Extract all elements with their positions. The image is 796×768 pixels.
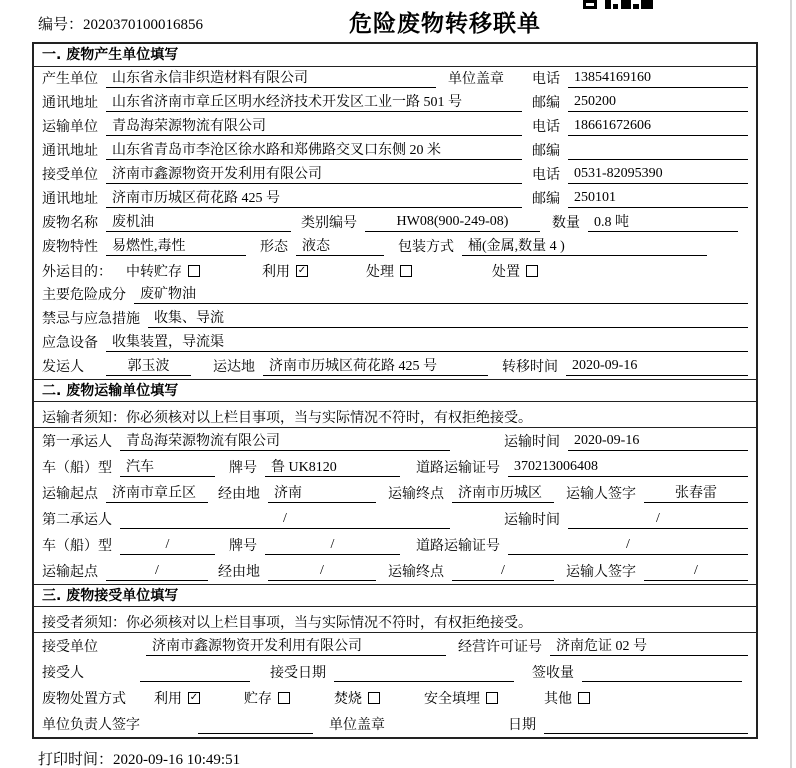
business-license-value: 济南危证 02 号 bbox=[550, 635, 748, 656]
main-hazard-label: 主要危险成分 bbox=[42, 288, 126, 303]
checkbox-icon bbox=[400, 265, 412, 277]
via-label: 经由地 bbox=[218, 565, 260, 580]
row-main-hazard bbox=[34, 283, 756, 307]
unit-seal-label: 单位盖章 bbox=[329, 718, 385, 733]
disposal-incinerate bbox=[334, 688, 380, 708]
date-label: 日期 bbox=[508, 718, 536, 733]
section1-body bbox=[34, 67, 756, 379]
page-right-edge bbox=[790, 0, 792, 768]
accept-date-label: 接受日期 bbox=[270, 666, 326, 681]
section2-body bbox=[34, 402, 756, 584]
checkbox-icon bbox=[368, 692, 380, 704]
origin-label: 运输起点 bbox=[42, 487, 98, 502]
row-waste-property bbox=[34, 235, 756, 259]
producer-unit-value: 山东省永信非织造材料有限公司 bbox=[106, 67, 436, 88]
postcode-value: 250101 bbox=[568, 190, 748, 208]
vehicle-type-value: 汽车 bbox=[120, 456, 215, 477]
transport-address-value: 山东省青岛市李沧区徐水路和郑佛路交叉口东侧 20 米 bbox=[106, 139, 522, 160]
carrier-signature-value: 张春雷 bbox=[644, 482, 748, 503]
receiver-unit-value: 济南市鑫源物资开发利用有限公司 bbox=[106, 163, 522, 184]
document-number-label: 编号： bbox=[38, 17, 84, 33]
responsible-signature-value bbox=[198, 716, 313, 734]
transport-date-value: / bbox=[568, 511, 748, 529]
print-time-label: 打印时间： bbox=[38, 752, 114, 768]
qr-code-fragment-icon bbox=[583, 0, 655, 10]
section1-header: 一. 废物产生单位填写 bbox=[34, 44, 756, 67]
row-receiver-address bbox=[34, 187, 756, 211]
vehicle-type-label: 车（船）型 bbox=[42, 539, 112, 554]
disposal-storage bbox=[244, 688, 290, 708]
category-code-label: 类别编号 bbox=[301, 216, 357, 231]
waste-property-value: 易燃性,毒性 bbox=[106, 235, 246, 256]
receiver-address-label: 通讯地址 bbox=[42, 192, 98, 207]
carrier-signature-label: 运输人签字 bbox=[566, 487, 636, 502]
receiver-notice: 接受者须知：你必须核对以上栏目事项，当与实际情况不符时，有权拒绝接受。 bbox=[34, 607, 756, 633]
phone-label: 电话 bbox=[532, 120, 560, 135]
checkbox-label: 处置 bbox=[492, 265, 520, 280]
purpose-utilize bbox=[262, 261, 308, 281]
section3-header: 三. 废物接受单位填写 bbox=[34, 584, 756, 607]
purpose-dispose bbox=[492, 261, 538, 281]
emergency-measures-value: 收集、导流 bbox=[148, 307, 748, 328]
checkbox-label: 中转贮存 bbox=[126, 265, 182, 280]
manifest-form bbox=[32, 42, 758, 739]
phone-value: 18661672606 bbox=[568, 118, 748, 136]
vehicle-type-value: / bbox=[120, 537, 215, 555]
transport-date-label: 运输时间 bbox=[504, 513, 560, 528]
plate-number-label: 牌号 bbox=[229, 539, 257, 554]
row-second-carrier bbox=[34, 506, 756, 532]
plate-number-value: 鲁 UK8120 bbox=[265, 456, 400, 477]
row-transfer-purpose bbox=[34, 259, 756, 283]
postcode-label: 邮编 bbox=[532, 144, 560, 159]
print-time bbox=[38, 748, 240, 768]
checkbox-label: 其他 bbox=[544, 692, 572, 707]
postcode-label: 邮编 bbox=[532, 96, 560, 111]
receiver-address-value: 济南市历城区荷花路 425 号 bbox=[106, 187, 522, 208]
document-number bbox=[38, 13, 203, 34]
row-vehicle-type-1 bbox=[34, 454, 756, 480]
row-consignor bbox=[34, 355, 756, 379]
form-state-label: 形态 bbox=[260, 240, 288, 255]
document-number-value: 2020370100016856 bbox=[83, 17, 204, 33]
disposal-landfill bbox=[424, 688, 498, 708]
row-producer-unit bbox=[34, 67, 756, 91]
section3-body bbox=[34, 607, 756, 737]
waste-name-label: 废物名称 bbox=[42, 216, 98, 231]
packing-value: 桶(金属,数量 4 ) bbox=[462, 235, 707, 256]
road-permit-label: 道路运输证号 bbox=[416, 539, 500, 554]
checkbox-checked-icon: ✓ bbox=[297, 265, 307, 276]
received-amount-value bbox=[582, 664, 742, 682]
unit-seal-label: 单位盖章 bbox=[448, 72, 504, 87]
via-label: 经由地 bbox=[218, 487, 260, 502]
checkbox-label: 焚烧 bbox=[334, 692, 362, 707]
plate-number-label: 牌号 bbox=[229, 461, 257, 476]
first-carrier-value: 青岛海荣源物流有限公司 bbox=[120, 430, 450, 451]
terminus-value: 济南市历城区 bbox=[452, 482, 554, 503]
postcode-label: 邮编 bbox=[532, 192, 560, 207]
quantity-label: 数量 bbox=[552, 216, 580, 231]
emergency-equipment-label: 应急设备 bbox=[42, 336, 98, 351]
row-transport-route-2 bbox=[34, 558, 756, 584]
phone-label: 电话 bbox=[532, 168, 560, 183]
business-license-label: 经营许可证号 bbox=[458, 640, 542, 655]
purpose-transit-storage bbox=[126, 261, 200, 281]
plate-number-value: / bbox=[265, 537, 400, 555]
consignor-label: 发运人 bbox=[42, 360, 84, 375]
row-first-carrier bbox=[34, 428, 756, 454]
accept-date-value bbox=[334, 664, 514, 682]
checkbox-icon bbox=[188, 265, 200, 277]
purpose-treat bbox=[366, 261, 412, 281]
postcode-value bbox=[568, 142, 748, 160]
packing-label: 包装方式 bbox=[398, 240, 454, 255]
phone-label: 电话 bbox=[532, 72, 560, 87]
checkbox-icon bbox=[278, 692, 290, 704]
row-transport-unit bbox=[34, 115, 756, 139]
producer-address-value: 山东省济南市章丘区明水经济技术开发区工业一路 501 号 bbox=[106, 91, 522, 112]
main-hazard-value: 废矿物油 bbox=[134, 283, 748, 304]
carrier-signature-label: 运输人签字 bbox=[566, 565, 636, 580]
transfer-date-value: 2020-09-16 bbox=[566, 358, 748, 376]
category-code-value: HW08(900-249-08) bbox=[365, 214, 540, 232]
via-value: / bbox=[268, 563, 376, 581]
terminus-value: / bbox=[452, 563, 554, 581]
consignor-value: 郭玉波 bbox=[106, 355, 191, 376]
row-accept-unit bbox=[34, 633, 756, 659]
accept-person-value bbox=[140, 664, 250, 682]
road-permit-value: / bbox=[508, 537, 748, 555]
transport-address-label: 通讯地址 bbox=[42, 144, 98, 159]
checkbox-icon bbox=[578, 692, 590, 704]
waste-property-label: 废物特性 bbox=[42, 240, 98, 255]
origin-value: / bbox=[106, 563, 208, 581]
via-value: 济南 bbox=[268, 482, 376, 503]
accept-unit-value: 济南市鑫源物资开发利用有限公司 bbox=[146, 635, 446, 656]
phone-value: 13854169160 bbox=[568, 70, 748, 88]
quantity-value: 0.8 吨 bbox=[588, 211, 738, 232]
disposal-other bbox=[544, 688, 590, 708]
row-producer-address bbox=[34, 91, 756, 115]
terminus-label: 运输终点 bbox=[388, 487, 444, 502]
disposal-utilize bbox=[154, 688, 200, 708]
road-permit-label: 道路运输证号 bbox=[416, 461, 500, 476]
transporter-notice: 运输者须知：你必须核对以上栏目事项，当与实际情况不符时，有权拒绝接受。 bbox=[34, 402, 756, 428]
postcode-value: 250200 bbox=[568, 94, 748, 112]
responsible-signature-label: 单位负责人签字 bbox=[42, 718, 140, 733]
row-emergency-measures bbox=[34, 307, 756, 331]
checkbox-label: 利用 bbox=[262, 265, 290, 280]
producer-address-label: 通讯地址 bbox=[42, 96, 98, 111]
transport-unit-label: 运输单位 bbox=[42, 120, 98, 135]
row-transport-address bbox=[34, 139, 756, 163]
row-emergency-equipment bbox=[34, 331, 756, 355]
vehicle-type-label: 车（船）型 bbox=[42, 461, 112, 476]
receiver-unit-label: 接受单位 bbox=[42, 168, 98, 183]
carrier-signature-value: / bbox=[644, 563, 748, 581]
second-carrier-value: / bbox=[120, 511, 450, 529]
origin-label: 运输起点 bbox=[42, 565, 98, 580]
destination-label: 运达地 bbox=[213, 360, 255, 375]
received-amount-label: 签收量 bbox=[532, 666, 574, 681]
disposal-method-label: 废物处置方式 bbox=[42, 692, 126, 707]
checkbox-label: 利用 bbox=[154, 692, 182, 707]
checkbox-label: 贮存 bbox=[244, 692, 272, 707]
date-value bbox=[544, 716, 748, 734]
emergency-measures-label: 禁忌与应急措施 bbox=[42, 312, 140, 327]
row-vehicle-type-2 bbox=[34, 532, 756, 558]
accept-unit-label: 接受单位 bbox=[42, 640, 98, 655]
transfer-date-label: 转移时间 bbox=[502, 360, 558, 375]
road-permit-value: 370213006408 bbox=[508, 459, 748, 477]
form-state-value: 液态 bbox=[296, 235, 384, 256]
section2-header: 二. 废物运输单位填写 bbox=[34, 379, 756, 402]
terminus-label: 运输终点 bbox=[388, 565, 444, 580]
transfer-purpose-label: 外运目的： bbox=[42, 265, 112, 280]
destination-value: 济南市历城区荷花路 425 号 bbox=[263, 355, 488, 376]
phone-value: 0531-82095390 bbox=[568, 166, 748, 184]
waste-name-value: 废机油 bbox=[106, 211, 291, 232]
row-accept-person bbox=[34, 659, 756, 685]
emergency-equipment-value: 收集装置，导流渠 bbox=[106, 331, 748, 352]
first-carrier-label: 第一承运人 bbox=[42, 435, 112, 450]
transport-date-label: 运输时间 bbox=[504, 435, 560, 450]
row-responsible-signature bbox=[34, 711, 756, 737]
row-disposal-method bbox=[34, 685, 756, 711]
row-receiver-unit bbox=[34, 163, 756, 187]
transport-date-value: 2020-09-16 bbox=[568, 433, 748, 451]
print-time-value: 2020-09-16 10:49:51 bbox=[113, 752, 241, 768]
checkbox-checked-icon: ✓ bbox=[189, 692, 199, 703]
origin-value: 济南市章丘区 bbox=[106, 482, 208, 503]
checkbox-label: 安全填埋 bbox=[424, 692, 480, 707]
row-transport-route-1 bbox=[34, 480, 756, 506]
producer-unit-label: 产生单位 bbox=[42, 72, 98, 87]
transport-unit-value: 青岛海荣源物流有限公司 bbox=[106, 115, 522, 136]
row-waste-name bbox=[34, 211, 756, 235]
checkbox-icon bbox=[526, 265, 538, 277]
checkbox-icon bbox=[486, 692, 498, 704]
accept-person-label: 接受人 bbox=[42, 666, 84, 681]
page-title: 危险废物转移联单 bbox=[349, 11, 541, 37]
second-carrier-label: 第二承运人 bbox=[42, 513, 112, 528]
checkbox-label: 处理 bbox=[366, 265, 394, 280]
